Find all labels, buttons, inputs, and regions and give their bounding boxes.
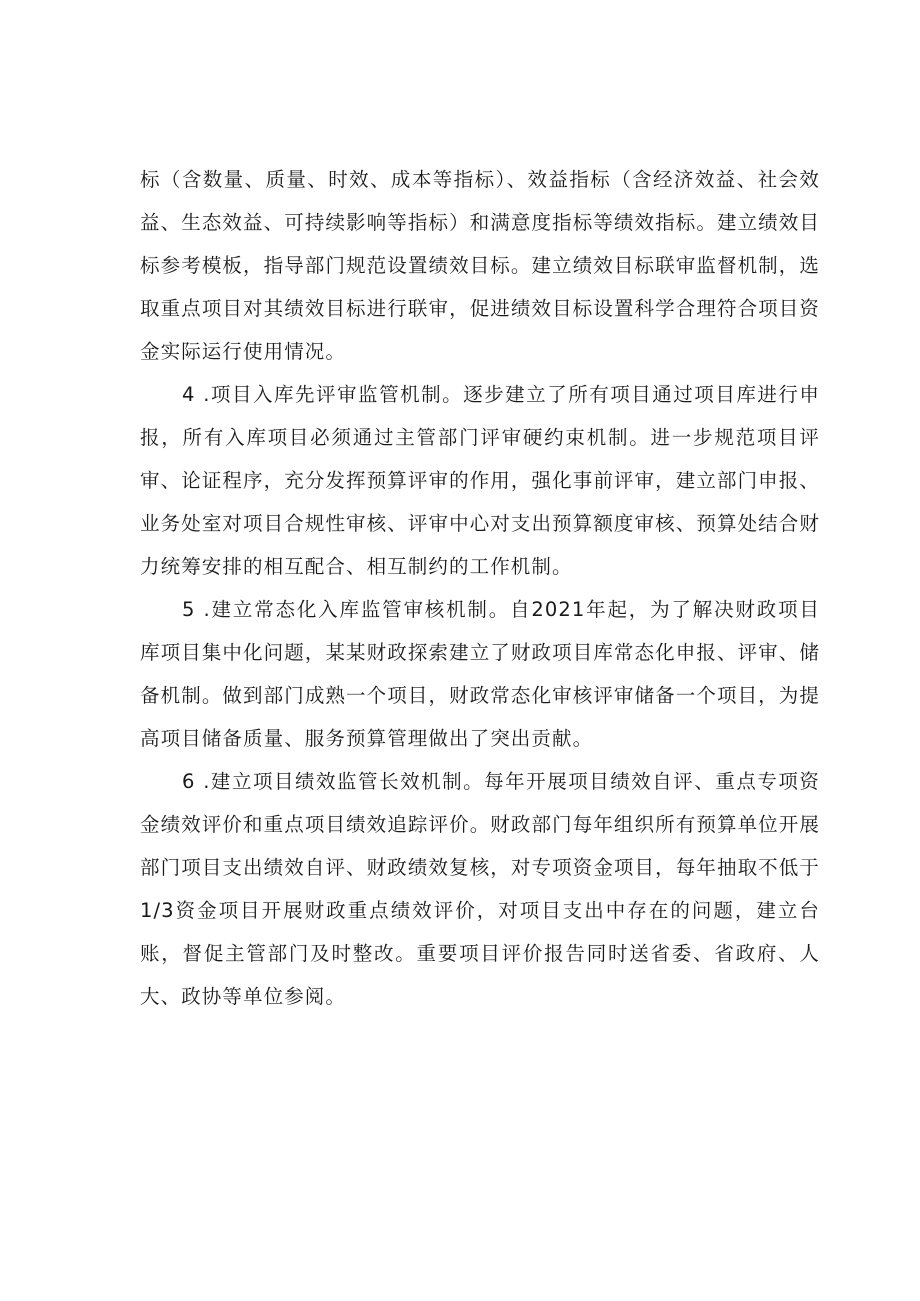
paragraph-item-5: 5 .建立常态化入库监管审核机制。自2021年起，为了解决财政项目库项目集中化问题，某某财政探索建立了财政项目库常态化申报、评审、储备机制。做到部门成熟一个项目，财政常态化审核评审储备一个项目，为提高项目储备质量、服务预算管理做出了突出贡献。 <box>140 598 820 750</box>
paragraph-continuation: 标（含数量、质量、时效、成本等指标）、效益指标（含经济效益、社会效益、生态效益、可持续影响等指标）和满意度指标等绩效指标。建立绩效目标参考模板，指导部门规范设置绩效目标。建立绩效目标联审监督机制，选取重点项目对其绩效目标进行联审，促进绩效目标设置科学合理符合项目资金实际运行使用情况。 <box>140 168 820 363</box>
document-body <box>140 158 820 1018</box>
paragraph-item-4: 4 .项目入库先评审监管机制。逐步建立了所有项目通过项目库进行申报，所有入库项目必须通过主管部门评审硬约束机制。进一步规范项目评审、论证程序，充分发挥预算评审的作用，强化事前评审，建立部门申报、业务处室对项目合规性审核、评审中心对支出预算额度审核、预算处结合财力统筹安排的相互配合、相互制约的工作机制。 <box>140 383 820 578</box>
paragraph-item-6: 6 .建立项目绩效监管长效机制。每年开展项目绩效自评、重点专项资金绩效评价和重点项目绩效追踪评价。财政部门每年组织所有预算单位开展部门项目支出绩效自评、财政绩效复核，对专项资金项目，每年抽取不低于1/3资金项目开展财政重点绩效评价，对项目支出中存在的问题，建立台账，督促主管部门及时整改。重要项目评价报告同时送省委、省政府、人大、政协等单位参阅。 <box>140 770 820 1008</box>
